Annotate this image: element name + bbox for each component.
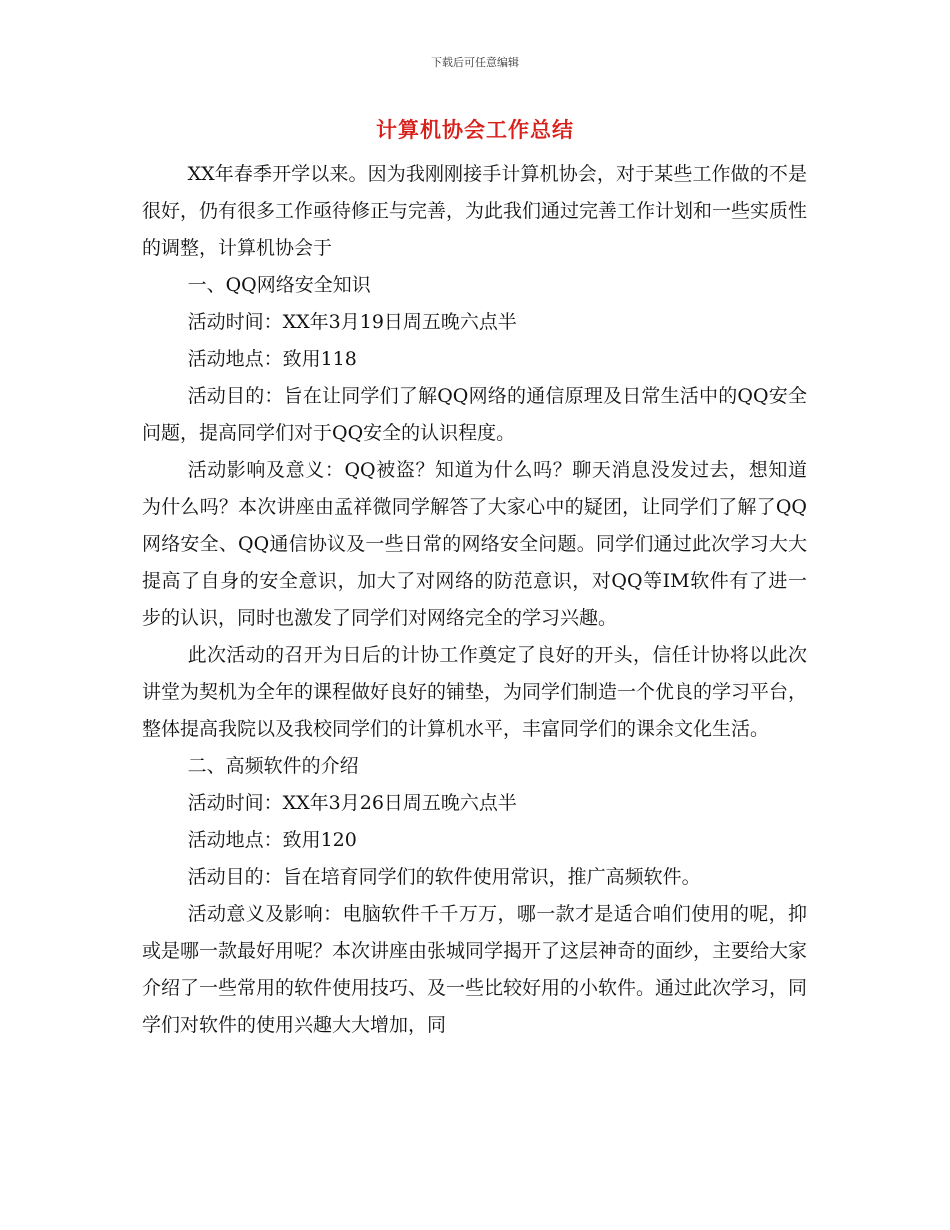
activity-location: 活动地点：致用120	[187, 829, 357, 851]
activity-time: 活动时间：XX年3月26日周五晚六点半	[187, 792, 517, 814]
activity-impact: 活动影响及意义：QQ被盗？知道为什么吗？聊天消息没发过去，想知道为什么吗？本次讲座由孟祥微同学解答了大家心中的疑团，让同学们了解了QQ网络安全、QQ通信协议及一些日常的网络安全问题。同学们通过此次学习大大提高了自身的安全意识，加大了对网络的防范意识，对QQ等IM软件有了进一步的认识，同时也激发了同学们对网络完全的学习兴趣。	[142, 459, 807, 629]
intro-paragraph: XX年春季开学以来。因为我刚刚接手计算机协会，对于某些工作做的不是很好，仍有很多工作亟待修正与完善，为此我们通过完善工作计划和一些实质性的调整，计算机协会于	[142, 163, 808, 259]
section-heading-qq-security: 一、QQ网络安全知识	[187, 274, 371, 296]
activity-location: 活动地点：致用118	[187, 348, 357, 370]
section-heading-software: 二、高频软件的介绍	[187, 755, 359, 777]
activity-time: 活动时间：XX年3月19日周五晚六点半	[187, 311, 517, 333]
document-title: 计算机协会工作总结	[376, 118, 574, 142]
activity-purpose: 活动目的：旨在培育同学们的软件使用常识，推广高频软件。	[187, 866, 701, 888]
header-note: 下载后可任意编辑	[431, 56, 519, 69]
activity-purpose: 活动目的：旨在让同学们了解QQ网络的通信原理及日常生活中的QQ安全问题，提高同学们对于QQ安全的认识程度。	[142, 385, 807, 444]
document-body	[142, 156, 807, 1044]
activity-summary: 此次活动的召开为日后的计协工作奠定了良好的开头，信任计协将以此次讲堂为契机为全年的课程做好良好的铺垫，为同学们制造一个优良的学习平台，整体提高我院以及我校同学们的计算机水平，丰富同学们的课余文化生活。	[142, 644, 808, 740]
activity-impact: 活动意义及影响：电脑软件千千万万，哪一款才是适合咱们使用的呢，抑或是哪一款最好用呢？本次讲座由张城同学揭开了这层神奇的面纱，主要给大家介绍了一些常用的软件使用技巧、及一些比较好用的小软件。通过此次学习，同学们对软件的使用兴趣大大增加，同	[142, 903, 808, 1036]
